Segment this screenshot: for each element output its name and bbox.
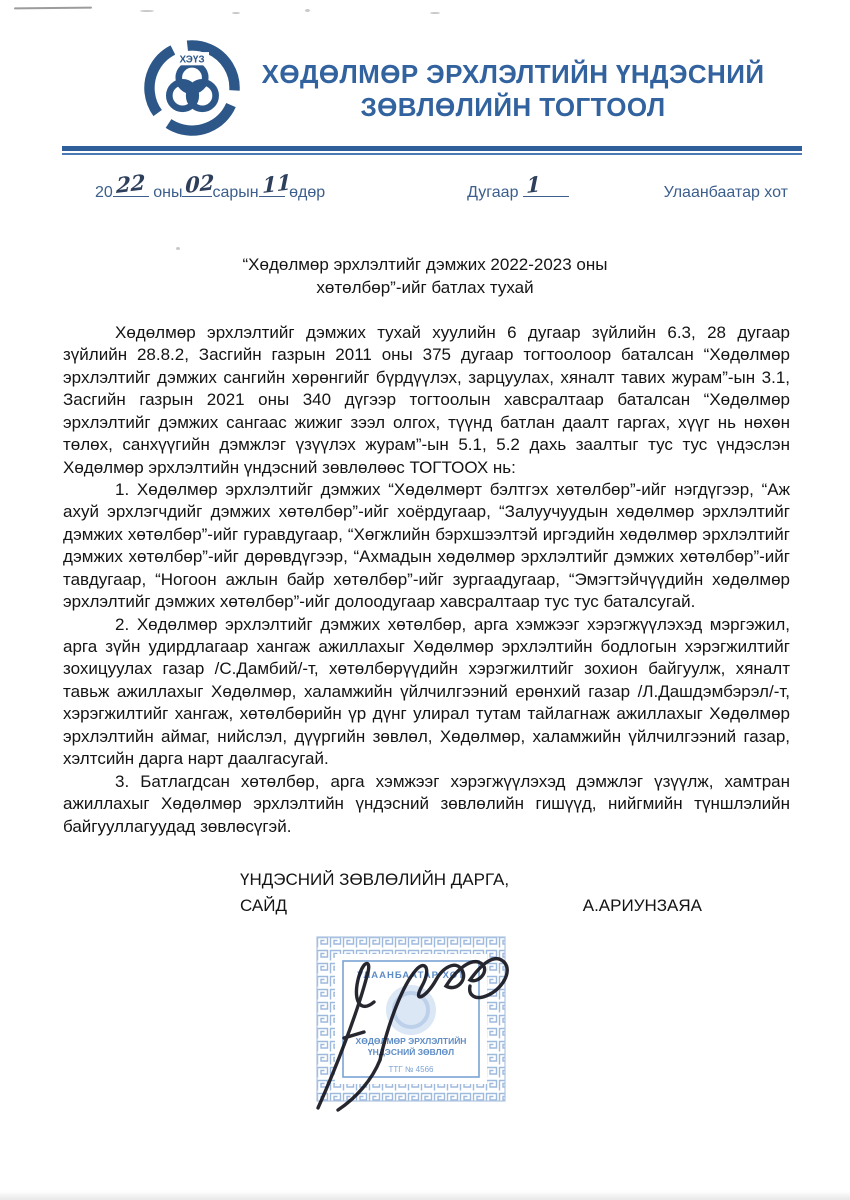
day-blank xyxy=(259,169,292,198)
subject-line1: “Хөдөлмөр эрхлэлтийг дэмжих 2022-2023 оны xyxy=(242,255,608,274)
divider-thin-line xyxy=(62,153,802,155)
letterhead-title-line2: ЗӨВЛӨЛИЙН ТОГТООЛ xyxy=(360,92,666,123)
header-divider xyxy=(62,146,802,155)
resolution-item-2: 2. Хөдөлмөр эрхлэлтийг дэмжих хөтөлбөр, арга хэмжээг хэрэгжүүлэхэд мэргэжил, арга зүйн удирдлагаар хангаж ажиллахыг Хөдөлмөр эрхлэлтийн бодлогын хэрэгжилтийг зохицуулах газар /С.Дамбий/-т, хөтөлбөрүүдийн хэрэгжилтийг зохион байгуулж, хяналт тавьж ажиллахыг Хөдөлмөр, халамжийн үйлчилгээний ерөнхий газар /Л.Дашдэмбэрэл/-т, хэрэгжилтийг хангаж, хөтөлбөрийн үр дүнг улирал тутам тайлагнаж ажиллахыг Хөдөлмөр эрхлэлтийн аймаг, нийслэл, дүүргийн зөвлөл, Хөдөлмөр, халамжийн үйлчилгээний газар, хэлтсийн дарга нарт даалгасугай. xyxy=(63,614,790,769)
year-prefix: 20 xyxy=(95,184,113,201)
letterhead-title xyxy=(246,36,790,125)
stamp-registration-number: ТТГ № 4566 xyxy=(388,1065,434,1074)
stamp-org-line2: ҮНДЭСНИЙ ЗӨВЛӨЛ xyxy=(367,1047,455,1057)
number-label: Дугаар xyxy=(467,184,519,201)
scan-speck xyxy=(176,247,180,250)
date-fields xyxy=(95,169,326,202)
letterhead xyxy=(0,0,850,140)
number-field xyxy=(467,170,569,202)
signatory-title-line1: ҮНДЭСНИЙ ЗӨВЛӨЛИЙН ДАРГА, xyxy=(240,869,510,889)
signatory-title-line2: САЙД xyxy=(240,895,287,915)
stamp-city-text: УЛААНБААТАР ХОТ xyxy=(357,970,465,981)
month-blank xyxy=(182,169,215,198)
letterhead-title-line1: ХӨДӨЛМӨР ЭРХЛЭЛТИЙН ҮНДЭСНИЙ xyxy=(261,59,765,89)
stamp-org-line1: ХӨДӨЛМӨР ЭРХЛЭЛТИЙН xyxy=(355,1036,467,1046)
organization-logo xyxy=(138,36,246,140)
city-label: Улаанбаатар хот xyxy=(663,184,788,201)
logo-acronym: ХЭҮЗ xyxy=(179,54,205,66)
resolution-item-1: 1. Хөдөлмөр эрхлэлтийг дэмжих “Хөдөлмөрт бэлтгэх хөтөлбөр”-ийг нэгдүгээр, “Аж ахуй эрхлэгчдийг дэмжих хөтөлбөр”-ийг хоёрдугаар, “Залуучуудын хөдөлмөр эрхлэлтийг дэмжих хөтөлбөр”-ийг гуравдугаар, “Хөгжлийн бэрхшээлтэй иргэдийн хөдөлмөр эрхлэлтийг дэмжих хөтөлбөр”-ийг дөрөвдүгээр, “Ахмадын хөдөлмөр эрхлэлтийг дэмжих хөтөлбөр”-ийг тавдугаар, “Ногоон ажлын байр хөтөлбөр”-ийг зургаадугаар, “Эмэгтэйчүүдийн хөдөлмөр эрхлэлтийг дэмжих хөтөлбөр”-ийг долоодугаар хавсралтаар тус тус баталсугай. xyxy=(63,479,790,612)
official-stamp xyxy=(316,936,506,1102)
year-handwritten: 22 xyxy=(115,169,146,198)
subject-line2: хөтөлбөр”-ийг батлах тухай xyxy=(316,277,534,297)
signature-block xyxy=(240,870,702,916)
signatory-name: А.АРИУНЗАЯА xyxy=(582,895,702,915)
document-subject xyxy=(0,254,850,300)
scan-speck xyxy=(140,10,154,12)
number-handwritten: 1 xyxy=(525,170,541,198)
document-body xyxy=(63,322,790,838)
scan-speck xyxy=(232,12,240,14)
year-suffix: оны xyxy=(153,184,183,201)
number-blank xyxy=(523,170,569,198)
divider-thick-line xyxy=(62,146,802,151)
day-handwritten: 11 xyxy=(261,169,292,198)
scan-speck xyxy=(305,9,310,12)
month-suffix: сарын xyxy=(212,184,259,201)
day-suffix: өдөр xyxy=(289,184,326,201)
resolution-item-3: 3. Батлагдсан хөтөлбөр, арга хэмжээг хэрэгжүүлэхэд дэмжлэг үзүүлж, хамтран ажиллахыг Хөдөлмөр эрхлэлтийн үндэсний зөвлөлийн гишүүд, нийгмийн түншлэлийн байгууллагуудад зөвлөсүгэй. xyxy=(63,771,790,836)
scan-edge-shadow xyxy=(0,1191,850,1200)
month-handwritten: 02 xyxy=(185,169,215,198)
dateline xyxy=(95,169,788,202)
preamble-paragraph: Хөдөлмөр эрхлэлтийг дэмжих тухай хуулийн 6 дугаар зүйлийн 6.3, 28 дугаар зүйлийн 28.8.2, Засгийн газрын 2011 оны 375 дугаар тогтоолоор баталсан “Хөдөлмөр эрхлэлтийг дэмжих сангийн хөрөнгийг бүрдүүлэх, зарцуулах, хяналт тавих журам”-ын 3.1, Засгийн газрын 2021 оны 340 дүгээр тогтоолын хавсралтаар баталсан “Хөдөлмөр эрхлэлтийг дэмжих сангаас жижиг зээл олгох, түүнд батлан даалт гаргах, хүүг нь нөхөн төлөх, санхүүгийн дэмжлэг үзүүлэх журам”-ын 5.1, 5.2 дахь заалтыг тус тус үндэслэн Хөдөлмөр эрхлэлтийн үндэсний зөвлөлөөс ТОГТООХ нь: xyxy=(63,322,790,477)
scan-speck xyxy=(430,12,440,14)
year-blank xyxy=(113,169,149,198)
